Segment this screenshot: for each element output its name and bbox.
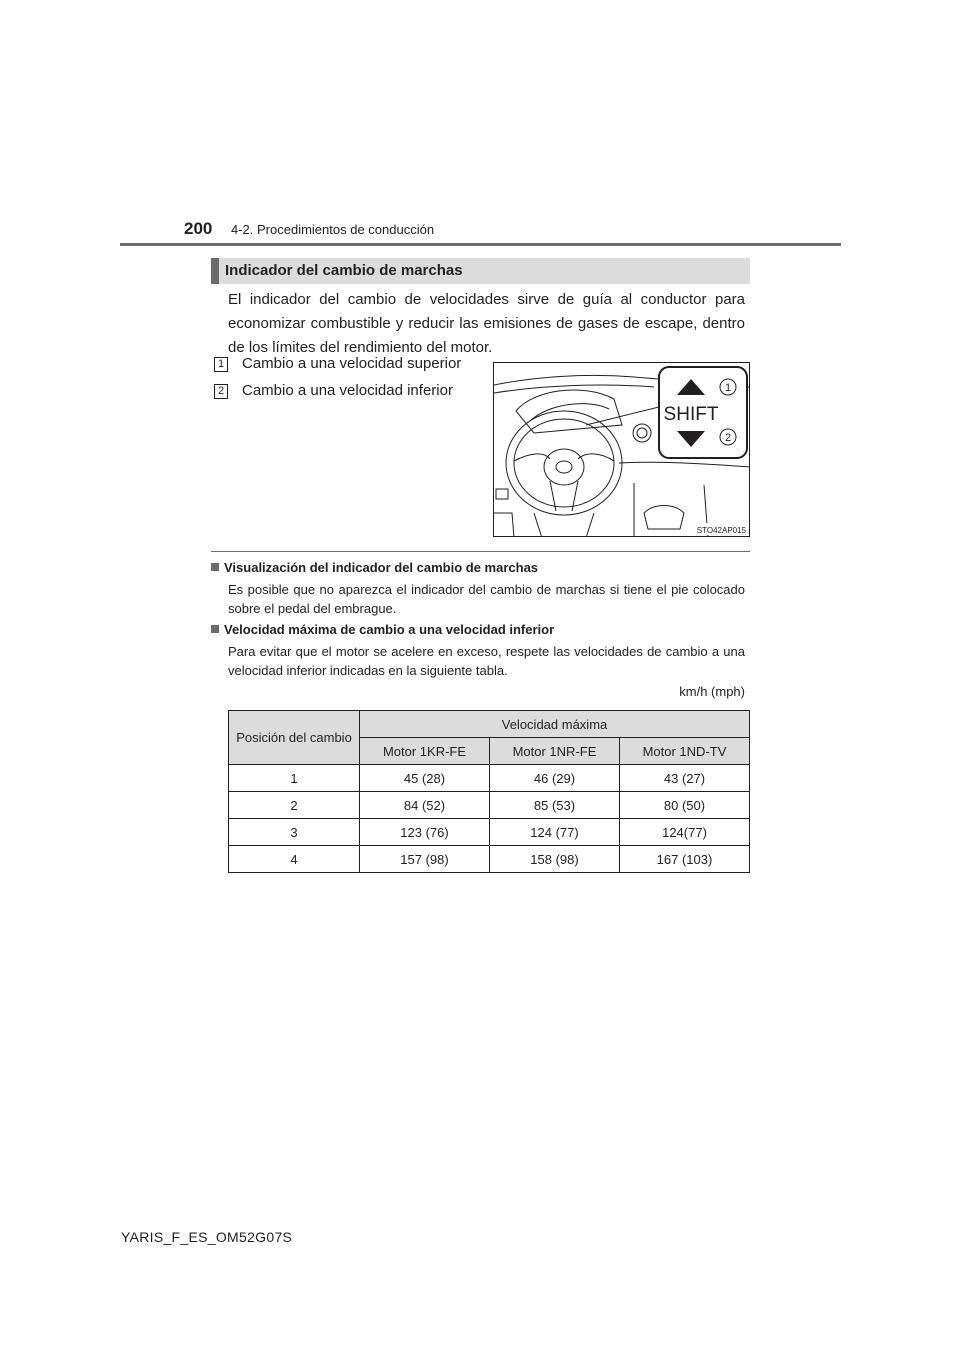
speed-cell: 85 (53)	[490, 792, 620, 819]
note-heading-text: Velocidad máxima de cambio a una velocidad inferior	[224, 622, 555, 637]
intro-paragraph: El indicador del cambio de velocidades sirve de guía al conductor para economizar combustible y reducir las emisiones de gases de escape, dentro de los límites del rendimiento del motor.	[228, 291, 745, 356]
leader-line	[586, 407, 659, 425]
dashboard-illustration	[493, 362, 750, 537]
gear-cell: 2	[229, 792, 360, 819]
callout-2-label: 2	[724, 432, 732, 444]
speed-cell: 43 (27)	[620, 765, 750, 792]
page-number: 200	[184, 219, 213, 238]
table-row	[229, 792, 750, 819]
legend-label: Cambio a una velocidad inferior	[242, 382, 453, 399]
figure-code: STO42AP015	[696, 526, 746, 535]
section-title: Indicador del cambio de marchas	[225, 262, 463, 279]
col-header-engine: Motor 1KR-FE	[360, 738, 490, 765]
shift-indicator-text: SHIFT	[663, 404, 719, 425]
speed-cell: 80 (50)	[620, 792, 750, 819]
bullet-square-icon	[211, 625, 219, 633]
document-code: YARIS_F_ES_OM52G07S	[121, 1229, 293, 1245]
table-row	[229, 846, 750, 873]
steering-hub	[544, 449, 584, 485]
callout-number: 2	[214, 384, 228, 399]
gear-cell: 3	[229, 819, 360, 846]
note-heading-speed	[211, 622, 554, 637]
callout-number: 1	[214, 357, 228, 372]
dashboard-drawing	[494, 363, 750, 537]
table-row	[229, 819, 750, 846]
note-heading-text: Visualización del indicador del cambio de marchas	[224, 560, 539, 575]
table-units: km/h (mph)	[679, 684, 745, 699]
speed-cell: 123 (76)	[360, 819, 490, 846]
callout-1-label: 1	[724, 382, 732, 394]
note-body-speed: Para evitar que el motor se acelere en exceso, respete las velocidades de cambio a una velocidad inferior indicadas en la siguiente tabla.	[228, 644, 745, 678]
section-header-accent-bar	[211, 258, 219, 284]
console-cupholder	[644, 506, 684, 530]
vent-icon	[633, 424, 651, 442]
speed-cell: 46 (29)	[490, 765, 620, 792]
speed-cell: 124 (77)	[490, 819, 620, 846]
gear-cell: 1	[229, 765, 360, 792]
gear-cell: 4	[229, 846, 360, 873]
col-header-gear: Posición del cambio	[229, 711, 360, 765]
legend-label: Cambio a una velocidad superior	[242, 355, 462, 372]
speed-cell: 45 (28)	[360, 765, 490, 792]
col-header-engine: Motor 1ND-TV	[620, 738, 750, 765]
note-body-display: Es posible que no aparezca el indicador del cambio de marchas si tiene el pie colocado sobre el pedal del embrague.	[228, 582, 745, 616]
section-divider	[211, 551, 750, 552]
col-header-engine: Motor 1NR-FE	[490, 738, 620, 765]
speed-cell: 158 (98)	[490, 846, 620, 873]
steering-spokes	[514, 454, 614, 461]
cluster-arc	[530, 404, 609, 421]
bullet-square-icon	[211, 563, 219, 571]
note-heading-display	[211, 560, 538, 575]
table-row	[229, 765, 750, 792]
col-header-max-speed: Velocidad máxima	[360, 711, 750, 738]
section-path: 4-2. Procedimientos de conducción	[231, 222, 435, 237]
speed-cell: 167 (103)	[620, 846, 750, 873]
speed-cell: 84 (52)	[360, 792, 490, 819]
logo-icon	[556, 461, 572, 473]
section-header	[211, 258, 750, 284]
steering-column	[534, 513, 594, 537]
speed-cell: 124(77)	[620, 819, 750, 846]
side-switch-icon	[496, 489, 508, 499]
header-divider	[120, 243, 841, 246]
downshift-speed-table	[228, 710, 750, 873]
dash-line-2	[494, 385, 654, 393]
speed-cell: 157 (98)	[360, 846, 490, 873]
